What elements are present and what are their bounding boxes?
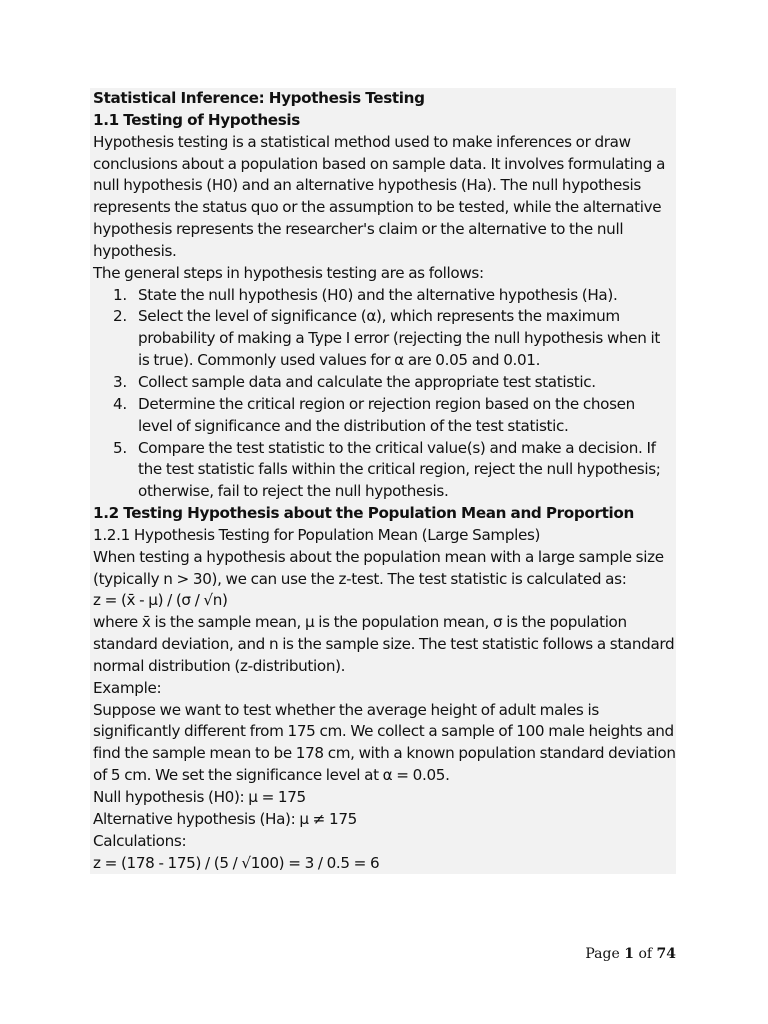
- of-word: of: [638, 946, 653, 962]
- list-item: [113, 394, 676, 438]
- list-item: [113, 372, 676, 394]
- section-heading-1-1: 1.1 Testing of Hypothesis: [93, 110, 300, 129]
- list-item: [113, 306, 676, 372]
- list-item-text: Collect sample data and calculate the appropriate test statistic.: [138, 372, 596, 391]
- list-item-text: Select the level of significance (α), which represents the maximum probability of making a Type I error (rejecting the null hypothesis when it is true). Commonly used values for α are 0.05 and 0.01.: [138, 307, 661, 370]
- calculation-line: z = (178 - 175) / (5 / √100) = 3 / 0.5 = 6: [93, 853, 380, 872]
- example-paragraph: Suppose we want to test whether the average height of adult males is significantly different from 175 cm. We collect a sample of 100 male heights and find the sample mean to be 178 cm, with a known population standard deviation of 5 cm. We set the significance level at α = 0.05.: [93, 700, 676, 785]
- list-item-text: Determine the critical region or rejection region based on the chosen level of significance and the distribution of the test statistic.: [138, 394, 635, 435]
- steps-intro: The general steps in hypothesis testing are as follows:: [93, 263, 484, 282]
- subsection-heading-1-2-1: 1.2.1 Hypothesis Testing for Population Mean (Large Samples): [93, 525, 541, 544]
- calculations-label: Calculations:: [93, 831, 187, 850]
- list-item: [113, 285, 676, 307]
- list-number: 1.: [113, 285, 127, 304]
- list-number: 3.: [113, 372, 127, 391]
- list-item-text: State the null hypothesis (H0) and the alternative hypothesis (Ha).: [138, 285, 618, 304]
- page-footer: [585, 946, 676, 962]
- example-label: Example:: [93, 678, 162, 697]
- null-hypothesis: Null hypothesis (H0): μ = 175: [93, 788, 306, 806]
- list-item: [113, 438, 676, 504]
- document-title: Statistical Inference: Hypothesis Testing: [93, 89, 425, 107]
- list-number: 2.: [113, 307, 127, 326]
- list-number: 5.: [113, 438, 127, 457]
- page-total-number: 74: [656, 946, 676, 962]
- steps-list: [90, 285, 676, 503]
- alternative-hypothesis: Alternative hypothesis (Ha): μ ≠ 175: [93, 809, 357, 828]
- section-heading-1-2: 1.2 Testing Hypothesis about the Population Mean and Proportion: [93, 504, 634, 523]
- formula: z = (x̄ - μ) / (σ / √n): [93, 591, 228, 610]
- section-paragraph-1-1: Hypothesis testing is a statistical method used to make inferences or draw conclusions about a population based on sample data. It involves formulating a null hypothesis (H0) and an alternative hypothesis (Ha). The null hypothesis represents the status quo or the assumption to be tested, while the alternative hypothesis represents the researcher's claim or the alternative to the null hypothesis.: [93, 132, 666, 260]
- page-word: Page: [585, 946, 620, 962]
- document-body: [90, 88, 676, 874]
- page-current-number: 1: [624, 946, 634, 962]
- list-item-text: Compare the test statistic to the critical value(s) and make a decision. If the test statistic falls within the critical region, reject the null hypothesis; otherwise, fail to reject the null hypothesis.: [138, 438, 661, 501]
- list-number: 4.: [113, 394, 127, 413]
- formula-explanation: where x̄ is the sample mean, μ is the population mean, σ is the population standard deviation, and n is the sample size. The test statistic follows a standard normal distribution (z-distribution).: [93, 613, 675, 675]
- subsection-paragraph-1-2-1: When testing a hypothesis about the population mean with a large sample size (typically n > 30), we can use the z-test. The test statistic is calculated as:: [93, 547, 664, 588]
